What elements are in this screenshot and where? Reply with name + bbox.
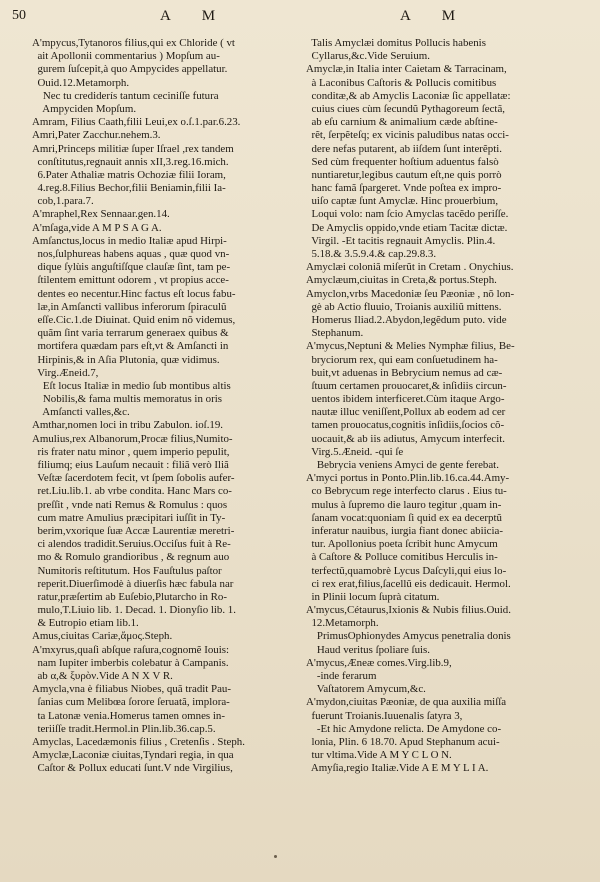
text-line: Caſtor & Pollux educati ſunt.V nde Virgilius, (32, 762, 233, 775)
text-line: mulus à ſupremo die lauro tegitur ,quam in- (306, 498, 502, 511)
text-line: tamen prouocatus,cognitis inſidiis,ſocios cõ- (306, 419, 505, 432)
text-line: Amyclas, Lacedæmonis filius , Cretenſis . Steph. (32, 735, 245, 748)
text-line: Amyclon,vrbs Macedoniæ ſeu Pæoniæ , nõ lon- (306, 287, 515, 300)
text-line: Amri,Pater Zacchur.nehem.3. (32, 129, 161, 142)
text-line: 5.18.& 3.5.9.4.& cap.29.8.3. (306, 248, 437, 260)
text-line: berim,vxorique ſuæ Accæ Laurentiæ meretri- (32, 524, 235, 537)
text-line: nam Iupiter imberbis colebatur à Campanis. (32, 656, 229, 669)
text-line: -inde ferarum (306, 670, 377, 682)
text-line: lonia, Plin. 6 18.70. Apud Stephanum acui- (306, 735, 500, 748)
text-line: ab α,& ξυρὸν.Vide A N X V R. (32, 670, 173, 682)
header-letters-right: A M (400, 8, 470, 24)
text-line: Bebrycia veniens Amyci de gente ferebat. (306, 459, 499, 471)
left-text-column (32, 37, 304, 776)
text-line: eſſe.Cic.1.de Diuinat. Quid enim nõ videmus, (32, 313, 236, 326)
text-line: hanc famã ſpargeret. Vnde poſtea ex impro- (306, 182, 502, 195)
text-line: mulo,T.Liuio lib. 1. Decad. 1. Dionyſio lib. 1. (32, 604, 236, 617)
text-line: & Eutropio etiam lib.1. (32, 617, 139, 630)
text-line: 4.reg.8.Filius Bechor,filii Beniamin,filii Ia- (32, 182, 226, 195)
text-line: ſtilentem emittunt odorem , vt propius acce- (32, 274, 229, 287)
text-line: ab eſu carnium & animalium cæde abſtine- (306, 116, 498, 129)
text-line: à Caſtore & Polluce comitibus Herculis in- (306, 551, 498, 564)
text-line: 12.Metamorph. (306, 617, 379, 630)
text-line: buit,vt aduenas in Bebrycium nemus ad cæ- (306, 366, 503, 379)
text-line: nos,ſulphureas habens aquas , quæ quod vn- (32, 248, 230, 260)
text-line: Amſanctus,locus in medio Italiæ apud Hirpi- (32, 234, 227, 247)
text-line: filiumq; eius Lauſum necauit : filiã verò Iliã (32, 459, 229, 471)
text-line: teriiſſe tradit.Hermol.in Plin.lib.36.cap.5. (32, 722, 216, 735)
text-line: conditæ,& ab Amyclis Laconiæ ſic appellatæ: (306, 89, 511, 102)
page-number: 50 (12, 8, 26, 23)
text-line: ratur,præſertim ab Euſebio,Plutarcho in Ro- (32, 590, 227, 603)
text-line: gè ab Actio fluuio, Troianis auxiliũ mittens. (306, 300, 502, 313)
text-line: conſtitutus,regnauit annis xII,3.reg.16.mich. (32, 155, 229, 168)
text-line: Amyclæ,Laconiæ ciuitas,Tyndari regia, in qua (32, 749, 234, 762)
text-line: A'mxyrus,quaſi abſque raſura,cognomẽ Iouis: (32, 643, 230, 656)
text-line: ait Apollonii commentarius ) Mopſum au- (32, 50, 220, 63)
text-line: in Plinii locum ſuprà citatum. (306, 590, 440, 603)
text-line: Haud veritus ſpoliare ſuis. (306, 643, 431, 656)
text-line: 6.Pater Athaliæ matris Ochoziæ filii Ioram, (32, 168, 226, 181)
text-line: Amulius,rex Albanorum,Procæ filius,Numito- (32, 432, 233, 445)
text-line: ſtuum certamen prouocaret,& inſidiis circun- (306, 379, 507, 392)
text-line: co Bebrycum rege interfecto clarus . Eius tu- (306, 485, 507, 498)
text-line: mo & Romulo grandioribus , & regnum auo (32, 551, 230, 564)
text-line: Veſtæ ſacerdotem fecit, vt ſpem ſobolis aufer- (32, 472, 235, 485)
text-line: A'mycus,Cétaurus,Ixionis & Nubis filius.Ouid. (306, 604, 511, 617)
text-line: Homerus Iliad.2.Abydon,legẽdum puto. vide (306, 313, 507, 326)
text-line: ris frater natu minor , quem imperio pepulit, (32, 445, 230, 458)
text-line: uocauit,& ab iis adiutus, Amycum interfecit. (306, 432, 506, 445)
text-line: Amram, Filius Caath,filii Leui,ex o.ſ.1.par.6.23. (32, 116, 241, 129)
text-line: A'mpycus,Tytanoros filius,qui ex Chloride ( vt (32, 37, 235, 49)
text-line: Virg.Æneid.7, (32, 366, 99, 379)
text-line: A'mydon,ciuitas Pæoniæ, de qua auxilia miſſa (306, 696, 507, 709)
text-line: Stephanum. (306, 327, 364, 340)
text-line: dere nefas putarent, ab iiſdem ſunt interẽpti. (306, 142, 502, 155)
text-line: ret.Liu.lib.1. ab vrbe condita. Hanc Mars co- (32, 485, 232, 498)
text-line: Numitoris reſtitutum. Hos Fauſtulus paſtor (32, 564, 222, 577)
text-line: terfectũ,quamobrè Lycus Daſcyli,qui eius lo- (306, 564, 507, 577)
text-line: tur vltima.Vide A M Y C L O N. (306, 749, 452, 762)
text-line: reperit.Diuerſimodè à diuerſis hæc fabula nar (32, 577, 234, 590)
text-line: mortifera quædam pars eſt,vt & Amſancti in (32, 340, 229, 353)
text-line: ta Latonæ venia.Homerus tamen omnes in- (32, 709, 225, 722)
text-line: Ampyciden Mopſum. (32, 102, 137, 115)
text-line: à Laconibus Caſtoris & Pollucis comitibus (306, 76, 497, 89)
text-line: A'mſaga,vide A M P S A G A. (32, 221, 162, 234)
text-line: Amſancti valles,&c. (32, 406, 130, 419)
text-line: cuius ciues cùm ſecundũ Pythagoreum ſectã, (306, 102, 505, 115)
text-line: quãm ſint varia terrarum generaex quibus & (32, 327, 229, 340)
text-line: ſanam vocat:quoniam ſi quid ex ea decerptũ (306, 511, 502, 524)
text-line: Amycla,vna è filiabus Niobes, quã tradit Pau- (32, 683, 232, 696)
text-line: Amthar,nomen loci in tribu Zabulon. ioſ.19. (32, 419, 224, 432)
text-line: Talis Amyclæi domitus Pollucis habenis (306, 37, 486, 49)
text-line: ſanias cum Melibœa ſorore ſeruatã, implora- (32, 696, 230, 709)
text-line: Amyſia,regio Italiæ.Vide A E M Y L I A. (306, 762, 489, 775)
text-line: Virg.5.Æneid. -qui ſe (306, 445, 404, 458)
right-text-column (306, 37, 596, 776)
text-line: Amyclæi coloniã miſerũt in Cretam . Onychius. (306, 261, 514, 274)
text-line: A'mycus,Neptuni & Melies Nymphæ filius, Be- (306, 340, 515, 353)
text-line: Cyllarus,&c.Vide Seruium. (306, 50, 430, 63)
text-line: tur. Apollonius poeta ſcribit hunc Amycum (306, 538, 498, 551)
text-line: nautæ illuc veniſſent,Pollux ab eodem ad cer (306, 406, 506, 419)
text-line: Amyclæum,ciuitas in Creta,& portus.Steph. (306, 274, 497, 287)
header-letters-left: A M (160, 8, 230, 24)
text-line: De Amyclis oppido,vnde etiam Tacitæ dictæ. (306, 221, 508, 234)
text-line: Nec tu crediderís tantum ceciniſſe futura (32, 89, 219, 102)
running-header (0, 8, 600, 32)
text-line: cob,1.para.7. (32, 195, 94, 208)
text-line: Loqui volo: nam ſcio Amyclas tacẽdo periſſe. (306, 208, 509, 221)
text-line: fuerunt Troianis.Iuuenalis ſatyra 3, (306, 709, 463, 722)
text-line: A'mraphel,Rex Sennaar.gen.14. (32, 208, 170, 221)
text-line: bryciorum rex, qui eam conſuetudinem ha- (306, 353, 498, 366)
text-line: A'mycus,Æneæ comes.Virg.lib.9, (306, 656, 452, 669)
text-line: A'myci portus in Ponto.Plin.lib.16.ca.44.Amy- (306, 472, 510, 485)
text-line: Amus,ciuitas Cariæ,ἄμος.Steph. (32, 630, 173, 643)
text-line: dentes eo necentur.Hinc factus eſt locus fabu- (32, 287, 236, 300)
text-line: nuntiaretur,legibus cautum eſt,ne quis porrò (306, 168, 502, 181)
text-line: Eſt locus Italiæ in medio ſub montibus altis (32, 379, 231, 392)
text-line: Amri,Princeps militiæ ſuper Iſrael ,rex tandem (32, 142, 234, 155)
text-line: inferatur nauibus, iurgia fiant donec abiicia- (306, 524, 503, 537)
text-line: gurem ſuſcepit,à quo Ampycides appellatur. (32, 63, 228, 76)
text-line: cum matre Amulius præcipitari iuſſit in Ty- (32, 511, 226, 524)
text-line: PrimusOphionydes Amycus penetralia donis (306, 630, 511, 643)
text-line: læ,in Amſancti vallibus inferorum ſpiraculũ (32, 300, 227, 313)
text-line: dique ſylùis anguſtiſſque clauſæ ſint, tam pe- (32, 261, 231, 274)
text-line: Ouid.12.Metamorph. (32, 76, 130, 89)
text-line: rẽt, ſerpẽteſq; ex vicinis paludibus natas occi- (306, 129, 509, 142)
text-line: uiſo captæ ſunt Amyclæ. Hinc prouerbium, (306, 195, 499, 208)
text-line: Vaſtatorem Amycum,&c. (306, 683, 426, 696)
text-line: Nobilis,& fama multis memoratus in oris (32, 393, 222, 406)
text-line: -Et hic Amydone relicta. De Amydone co- (306, 722, 502, 735)
text-line: uentos ibidem interficeret.Cùm itaque Argo- (306, 393, 505, 406)
text-line: ci rex erat,filius,ſacellũ eis dedicauit. Hermol. (306, 577, 511, 590)
text-line: preſſit , vnde nati Remus & Romulus : quos (32, 498, 228, 511)
text-line: Sed cùm frequenter hoſtium aduentus falsò (306, 155, 499, 168)
ink-spot (274, 855, 277, 858)
text-line: Hirpinis,& in Aſia Plutonia, quæ vidimus. (32, 353, 220, 366)
text-line: Amyclæ,in Italia inter Caietam & Tarracinam, (306, 63, 507, 76)
text-line: ci alendos tradidit.Seruius.Occiſus fuit à Re- (32, 538, 231, 551)
text-line: Virgil. -Et tacitis regnauit Amyclis. Plin.4. (306, 234, 496, 247)
